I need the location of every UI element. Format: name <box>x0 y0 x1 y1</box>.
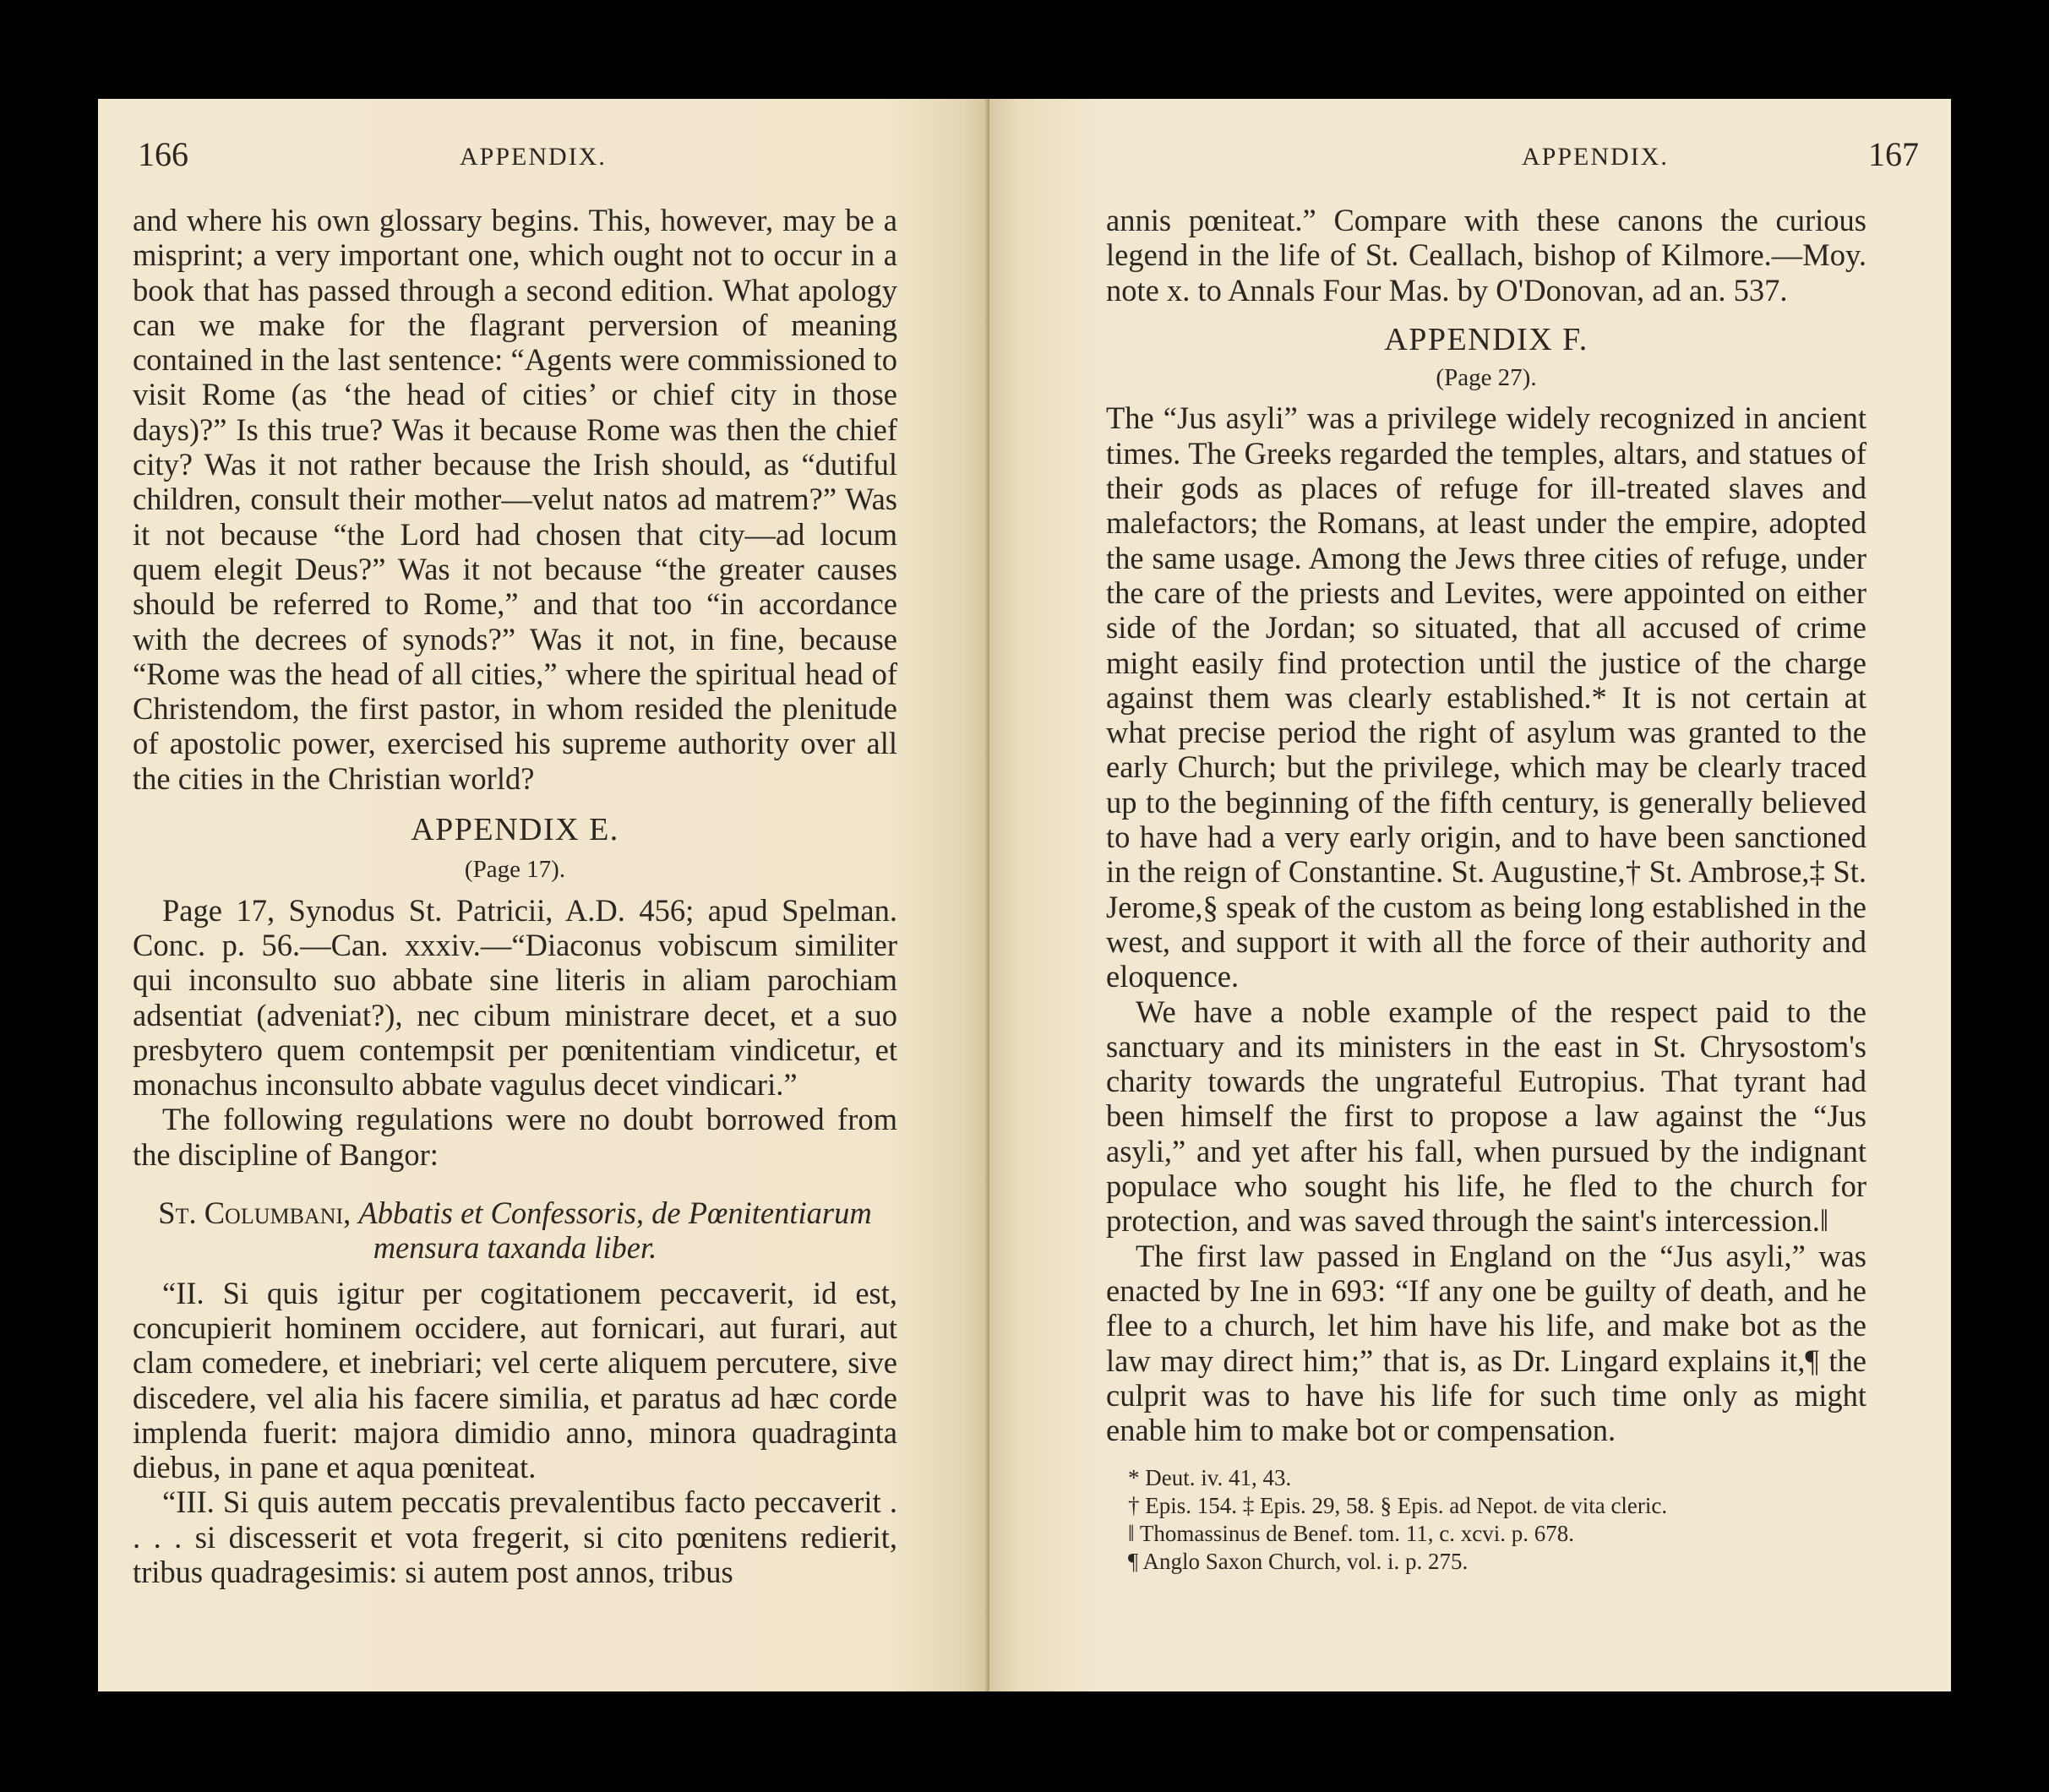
paragraph: The first law passed in England on the “Jus asyli,” was enacted by Ine in 693: “If any one be guilty of death, and he flee to a church, let him have his life, and make bot as the law may direct him;” that is, as Dr. Lingard explains it,¶ the culprit was to have his life for such time only as might enable him to make bot or compensation. <box>1106 1238 1866 1448</box>
right-text-block <box>1106 203 1866 1576</box>
paragraph: “II. Si quis igitur per cogitationem peccaverit, id est, concupierit hominem occidere, aut fornicari, aut furari, aut clam comedere, et inebriari; vel certe aliquem percutere, sive discedere, vel alia his facere similia, et paratus ad hæc corde implenda fuerit: majora dimidio anno, minora quadraginta diebus, in pane et aqua pœniteat. <box>133 1275 897 1485</box>
appendix-title: APPENDIX F. <box>1384 321 1589 357</box>
paragraph: We have a noble example of the respect paid to the sanctuary and its ministers in the east in St. Chrysostom's charity towards the ungrateful Eutropius. That tyrant had been himself the first to propose a law against the “Jus asyli,” and yet after his fall, when pursued by the indignant populace who sought his life, he fled to the church for protection, and was saved through the saint's intercession.‖ <box>1106 994 1866 1239</box>
running-header: APPENDIX. <box>460 143 607 171</box>
heading-title: Abbatis et Confessoris, de Pœnitentiarum mensura taxanda liber. <box>358 1196 872 1266</box>
paragraph: “III. Si quis autem peccatis prevalentibus facto peccaverit . . . . si discesserit et vota fregerit, si cito pœnitens redierit, tribus quadragesimis: si autem post annos, tribus <box>133 1484 897 1589</box>
section-heading <box>133 1196 897 1266</box>
footnote: ‖ Thomassinus de Benef. tom. 11, c. xcvi. p. 678. <box>1128 1521 1575 1547</box>
footnotes <box>1106 1464 1866 1576</box>
page-number: 167 <box>1868 135 1919 173</box>
book-spread <box>98 99 1951 1691</box>
page-number: 166 <box>138 135 188 173</box>
running-header: APPENDIX. <box>1522 143 1669 171</box>
left-page <box>98 99 989 1691</box>
paragraph: Page 17, Synodus St. Patricii, A.D. 456; apud Spelman. Conc. p. 56.—Can. xxxiv.—“Diaconus vobiscum similiter qui inconsulto suo abbate sine literis in aliam parochiam adsentiat (adveniat?), nec cibum ministrare decet, et a suo presbytero quem contempsit per pœnitentiam vindicetur, et monachus inconsulto abbate vagulus decet vindicari.” <box>133 892 897 1103</box>
left-text-block <box>133 203 897 1589</box>
heading-name: St. Columbani, <box>158 1196 351 1231</box>
footnote: ¶ Anglo Saxon Church, vol. i. p. 275. <box>1128 1549 1469 1575</box>
appendix-page-ref: (Page 27). <box>1436 364 1537 392</box>
appendix-page-ref: (Page 17). <box>464 856 566 884</box>
paragraph: and where his own glossary begins. This, however, may be a misprint; a very important one, which ought not to occur in a book that has passed through a second edition. What apology can we make for the flagrant perversion of meaning contained in the last sentence: “Agents were commissioned to visit Rome (as ‘the head of cities’ or chief city in those days)?” Is this true? Was it because Rome was then the chief city? Was it not rather because the Irish should, as “dutiful children, consult their mother—velut natos ad matrem?” Was it not because “the Lord had chosen that city—ad locum quem elegit Deus?” Was it not because “the greater causes should be referred to Rome,” and that too “in accordance with the decrees of synods?” Was it not, in fine, because “Rome was the head of all cities,” where the spiritual head of Christendom, the first pastor, in whom resided the plenitude of apostolic power, exercised his supreme authority over all the cities in the Christian world? <box>133 203 897 796</box>
appendix-title: APPENDIX E. <box>411 812 619 848</box>
footnote: † Epis. 154. ‡ Epis. 29, 58. § Epis. ad Nepot. de vita cleric. <box>1128 1493 1668 1519</box>
paragraph: The following regulations were no doubt borrowed from the discipline of Bangor: <box>133 1102 897 1172</box>
footnote: * Deut. iv. 41, 43. <box>1128 1465 1292 1491</box>
paragraph: annis pœniteat.” Compare with these canons the curious legend in the life of St. Ceallach, bishop of Kilmore.—Moy. note x. to Annals Four Mas. by O'Donovan, ad an. 537. <box>1106 203 1866 308</box>
paragraph: The “Jus asyli” was a privilege widely recognized in ancient times. The Greeks regarded the temples, altars, and statues of their gods as places of refuge for ill-treated slaves and malefactors; the Romans, at least under the empire, adopted the same usage. Among the Jews three cities of refuge, under the care of the priests and Levites, were appointed on either side of the Jordan; so situated, that all accused of crime might easily find protection until the justice of the charge against them was clearly established.* It is not certain at what precise period the right of asylum was granted to the early Church; but the privilege, which may be clearly traced up to the beginning of the fifth century, is generally believed to have had a very early origin, and to have been sanctioned in the reign of Constantine. St. Augustine,† St. Ambrose,‡ St. Jerome,§ speak of the custom as being long established in the west, and support it with all the force of their authority and eloquence. <box>1106 400 1866 994</box>
